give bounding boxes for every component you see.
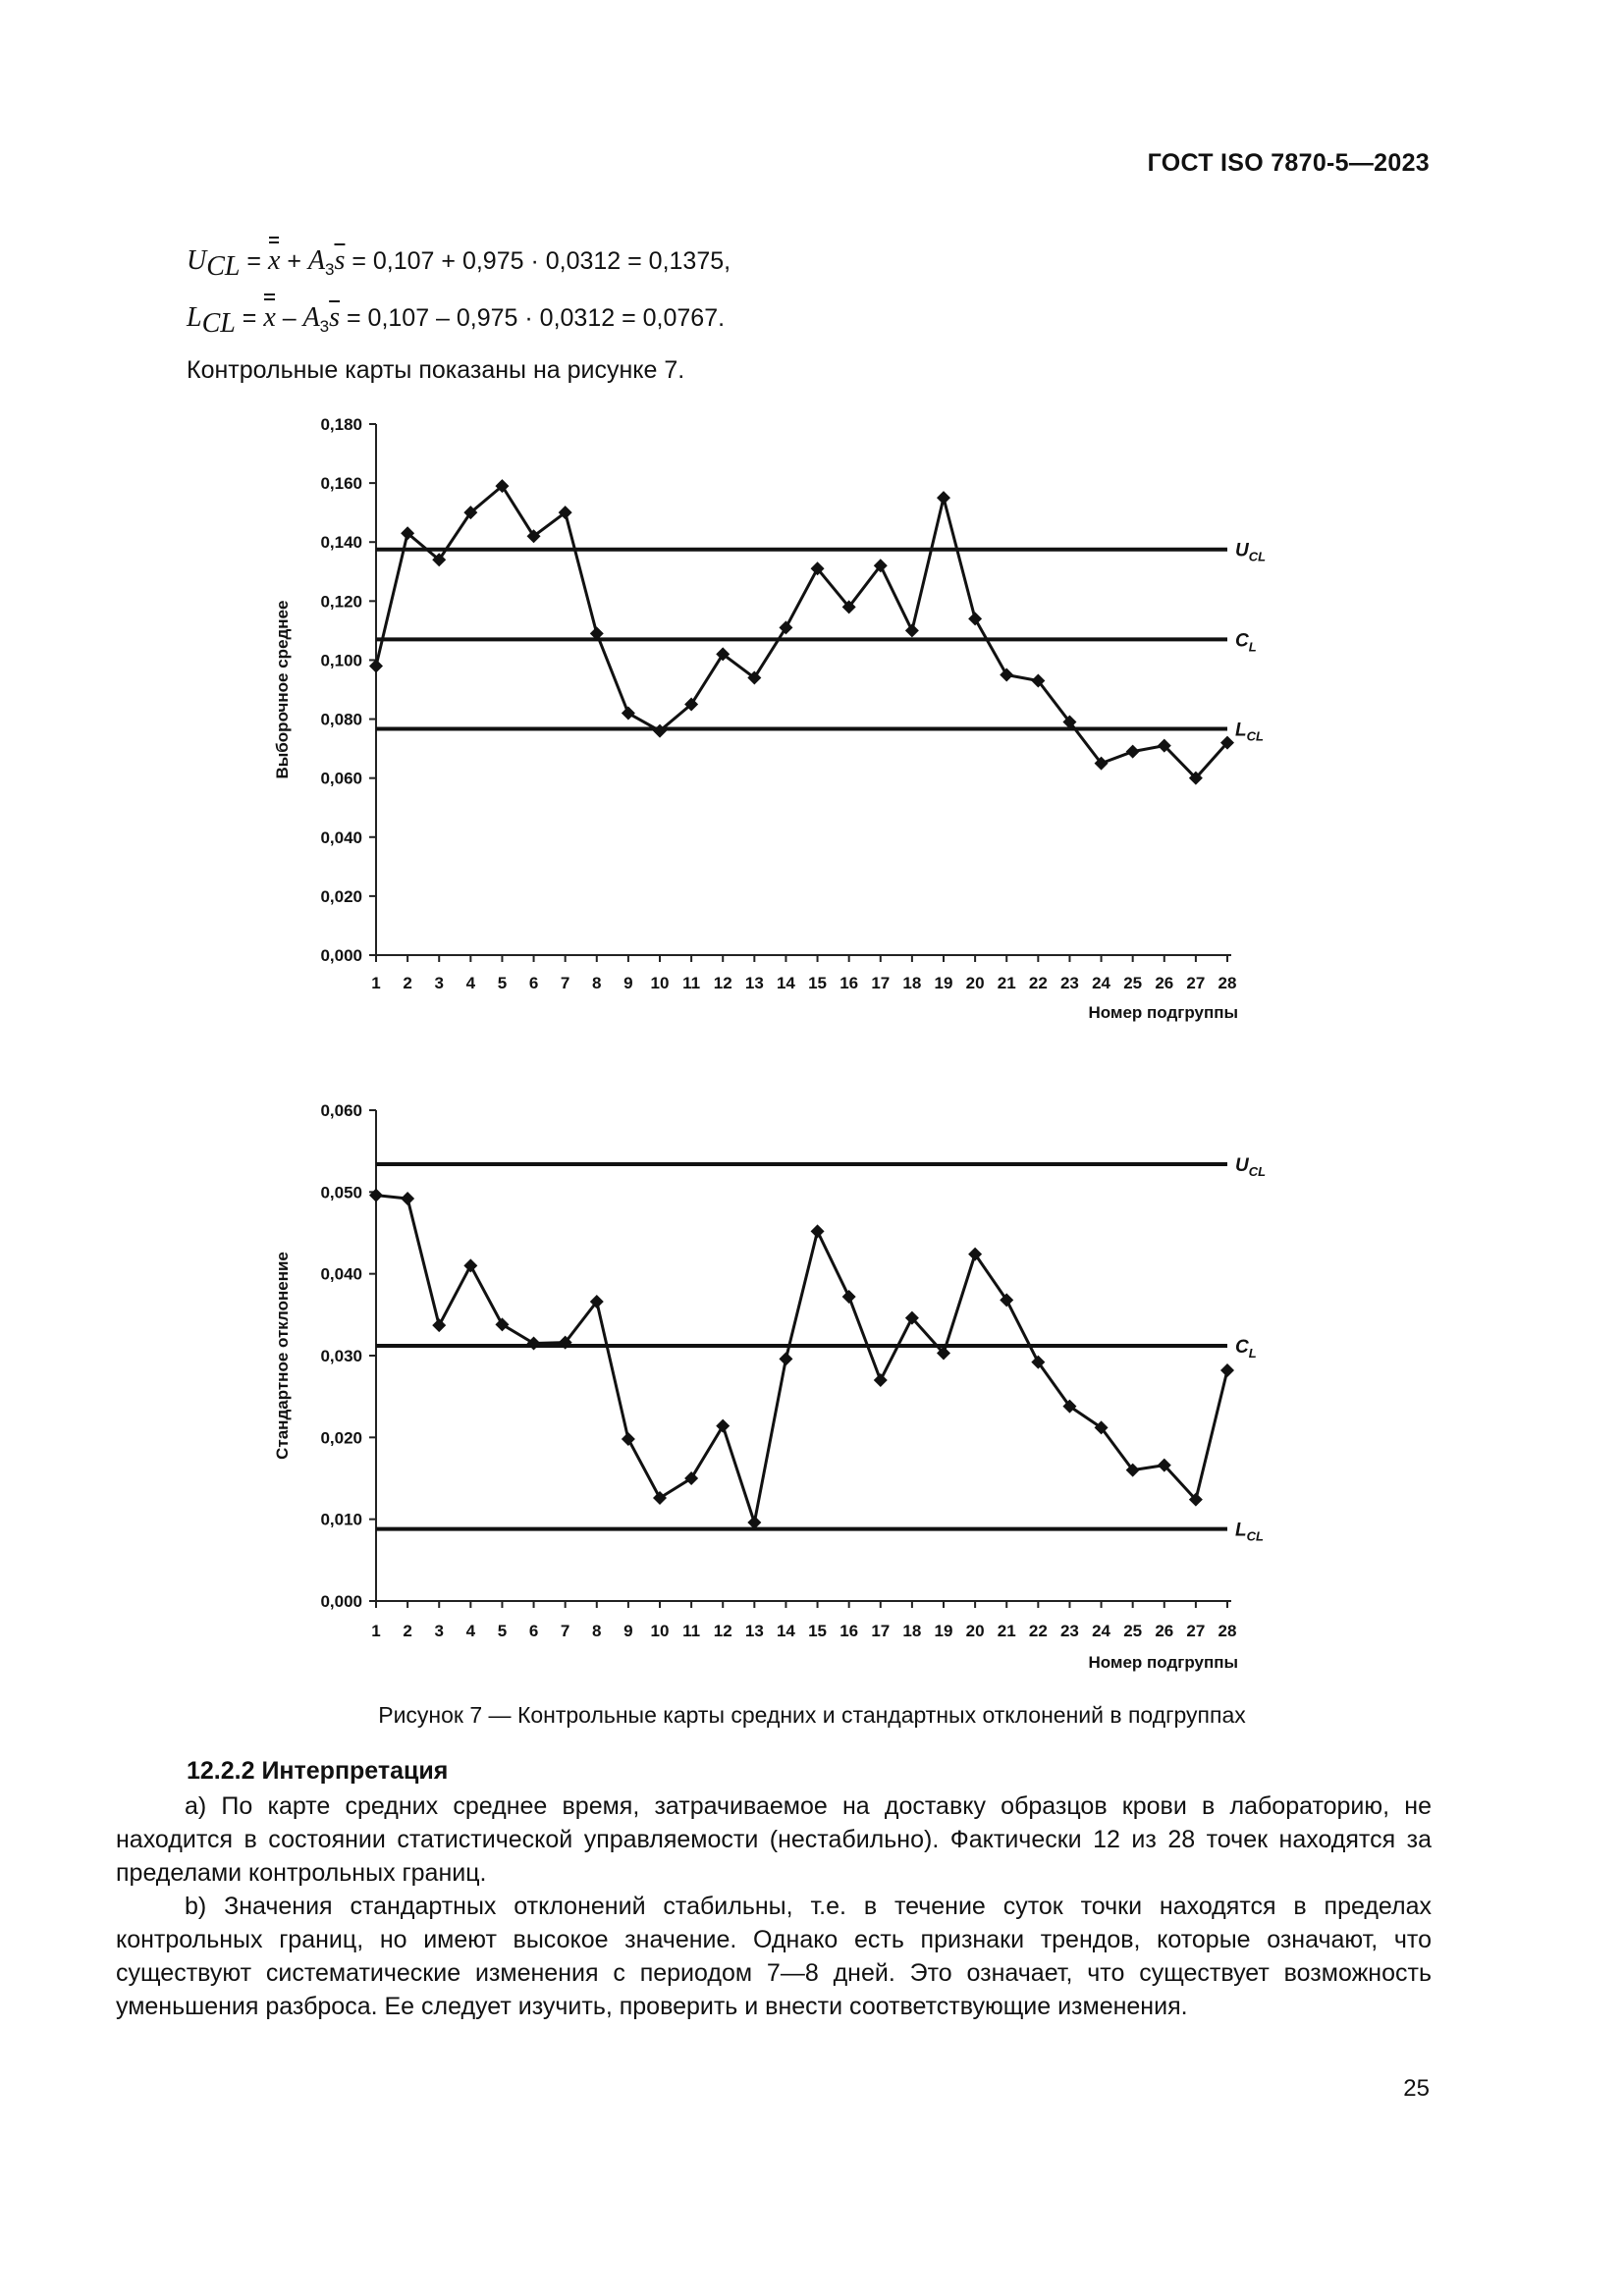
x-tick-label: 16 [839,1622,859,1640]
y-tick-label: 0,060 [320,769,362,788]
control-limit-subscript: L [1248,1346,1257,1361]
x-tick-label: 4 [465,1622,476,1640]
data-point [369,659,383,672]
page-number: 25 [1403,2075,1430,2102]
data-point [842,1290,856,1304]
formula-operator: + [280,247,308,275]
x-tick-label: 14 [776,1622,795,1640]
y-tick-label: 0,040 [320,828,362,847]
formula-subscript: CL [201,308,236,339]
x-tick-label: 5 [497,974,508,992]
series-line [376,1196,1227,1522]
formula-value: = 0,107 + 0,975 · 0,0312 = 0,1375, [345,247,731,275]
x-tick-label: 21 [997,974,1016,992]
x-tick-label: 27 [1186,1622,1206,1640]
data-point [401,1192,414,1205]
grand-mean-symbol: x [263,302,276,333]
formula-symbol: A [302,302,320,333]
x-tick-label: 2 [403,974,412,992]
formula-symbol: L [187,302,202,333]
data-point [463,1258,477,1272]
grand-mean-symbol: x [267,245,281,276]
x-axis-label: Номер подгруппы [1088,1653,1238,1672]
x-tick-label: 27 [1186,974,1206,992]
x-tick-label: 9 [623,1622,633,1640]
data-point [779,620,792,634]
data-point [432,1318,446,1332]
x-tick-label: 26 [1155,974,1174,992]
control-limit-label [1235,1521,1264,1544]
x-tick-label: 16 [839,974,859,992]
x-tick-label: 26 [1155,1622,1174,1640]
formula-subscript: CL [206,251,241,282]
y-tick-label: 0,180 [320,415,362,434]
formula-symbol: U [187,245,207,276]
y-tick-label: 0,040 [320,1264,362,1284]
y-tick-label: 0,010 [320,1510,362,1529]
data-point [653,1491,667,1505]
control-limit-label [1235,541,1266,564]
control-limit-symbol: L [1235,1520,1247,1541]
control-limit-label [1235,720,1264,743]
figure-caption: Рисунок 7 — Контрольные карты средних и стандартных отклонений в подгруппах [378,1702,1246,1728]
x-tick-label: 18 [902,974,922,992]
x-tick-label: 22 [1028,1622,1048,1640]
control-limit-label [1235,1155,1266,1179]
x-tick-label: 23 [1059,974,1079,992]
x-tick-label: 9 [623,974,633,992]
data-point [937,491,950,505]
y-tick-label: 0,060 [320,1101,362,1120]
y-tick-label: 0,100 [320,651,362,670]
x-tick-label: 13 [744,1622,764,1640]
data-point [1126,745,1140,759]
x-tick-label: 19 [934,974,953,992]
x-tick-label: 23 [1059,1622,1079,1640]
x-tick-label: 4 [465,974,476,992]
data-point [495,1317,509,1331]
y-tick-label: 0,000 [320,1592,362,1611]
control-limit-label [1235,1337,1257,1361]
x-tick-label: 10 [650,1622,670,1640]
formula-subscript: 3 [325,260,335,279]
data-point [1220,1363,1234,1377]
x-tick-label: 28 [1218,974,1237,992]
x-tick-label: 7 [560,974,570,992]
data-point [716,1419,730,1433]
x-tick-label: 25 [1123,1622,1143,1640]
data-point [811,1224,825,1238]
x-tick-label: 13 [744,974,764,992]
control-limit-symbol: L [1235,720,1247,741]
x-tick-label: 17 [871,974,891,992]
data-point [527,1337,541,1351]
formula-operator: = [235,304,264,332]
data-point [622,707,635,721]
x-tick-label: 1 [371,1622,381,1640]
x-tick-label: 15 [808,1622,828,1640]
x-tick-label: 21 [997,1622,1016,1640]
data-point [874,1373,888,1387]
mean-sd-symbol: $\overline{s}$ [334,245,346,276]
y-tick-label: 0,160 [320,474,362,494]
y-tick-label: 0,080 [320,710,362,729]
x-tick-label: 24 [1092,974,1111,992]
formula-value: = 0,107 – 0,975 · 0,0312 = 0,0767. [340,304,726,332]
x-tick-label: 1 [371,974,381,992]
control-limit-symbol: U [1235,1155,1249,1176]
paragraph-a: а) По карте средних среднее время, затрачиваемое на доставку образцов крови в лабораторию, не находится в состоянии статистической управляемости (нестабильно). Фактически 12 из 28 точек находятся за пределами контрольных границ. [116,1792,1432,1887]
x-tick-label: 5 [497,1622,508,1640]
x-tick-label: 10 [650,974,670,992]
x-tick-label: 15 [808,974,828,992]
x-tick-label: 14 [776,974,795,992]
data-point [905,623,919,637]
formula-operator: – [275,304,303,332]
series-line [376,486,1227,778]
x-tick-label: 12 [713,1622,732,1640]
x-tick-label: 11 [682,974,701,992]
data-point [779,1352,792,1365]
y-tick-label: 0,050 [320,1183,362,1202]
formula-symbol: A [307,245,326,276]
x-tick-label: 6 [528,974,539,992]
x-tick-label: 3 [434,1622,444,1640]
control-limit-subscript: L [1248,639,1257,655]
x-tick-label: 19 [934,1622,953,1640]
control-limit-subscript: CL [1246,1528,1264,1544]
formula-operator: = [240,247,268,275]
x-tick-label: 28 [1218,1622,1237,1640]
x-tick-label: 2 [403,1622,412,1640]
y-tick-label: 0,120 [320,592,362,612]
data-point [622,1432,635,1446]
intro-text: Контрольные карты показаны на рисунке 7. [187,356,685,384]
control-limit-subscript: CL [1248,1164,1267,1179]
x-tick-label: 8 [592,974,602,992]
control-limit-subscript: CL [1248,549,1267,564]
x-tick-label: 6 [528,1622,539,1640]
x-tick-label: 7 [560,1622,570,1640]
y-tick-label: 0,020 [320,886,362,906]
x-tick-label: 20 [965,1622,985,1640]
x-tick-label: 17 [871,1622,891,1640]
x-tick-label: 8 [592,1622,602,1640]
x-tick-label: 11 [682,1622,701,1640]
x-tick-label: 12 [713,974,732,992]
x-tick-label: 22 [1028,974,1048,992]
control-limit-symbol: C [1235,630,1249,652]
data-point [1000,667,1013,681]
x-tick-label: 20 [965,974,985,992]
document-header: ГОСТ ISO 7870-5—2023 [1147,149,1430,177]
x-tick-label: 24 [1092,1622,1111,1640]
y-tick-label: 0,140 [320,533,362,553]
y-tick-label: 0,030 [320,1347,362,1365]
x-tick-label: 18 [902,1622,922,1640]
data-point [369,1189,383,1202]
y-tick-label: 0,000 [320,946,362,965]
section-title: 12.2.2 Интерпретация [187,1757,449,1785]
control-limit-symbol: U [1235,540,1249,561]
data-point [684,1471,698,1485]
y-axis-label: Выборочное среднее [273,600,292,779]
paragraph-b: b) Значения стандартных отклонений стабильны, т.е. в течение суток точки находятся в пределах контрольных границ, но имеют высокое значение. Однако есть признаки трендов, которые означают, что существуют систематические изменения с периодом 7—8 дней. Это означает, что существует возможность уменьшения разброса. Ее следует изучить, проверить и внести соответствующие изменения. [116,1893,1432,2020]
formula-subscript: 3 [319,317,330,336]
section-body [116,1789,1432,2023]
x-tick-label: 3 [434,974,444,992]
control-limit-label [1235,630,1257,654]
control-limit-symbol: C [1235,1337,1249,1358]
mean-sd-symbol: $\overline{s}$ [329,302,341,333]
y-tick-label: 0,020 [320,1428,362,1448]
x-axis-label: Номер подгруппы [1088,1003,1238,1022]
control-limit-subscript: CL [1246,728,1264,744]
y-axis-label: Стандартное отклонение [273,1252,292,1460]
x-tick-label: 25 [1123,974,1143,992]
data-point [968,612,982,625]
